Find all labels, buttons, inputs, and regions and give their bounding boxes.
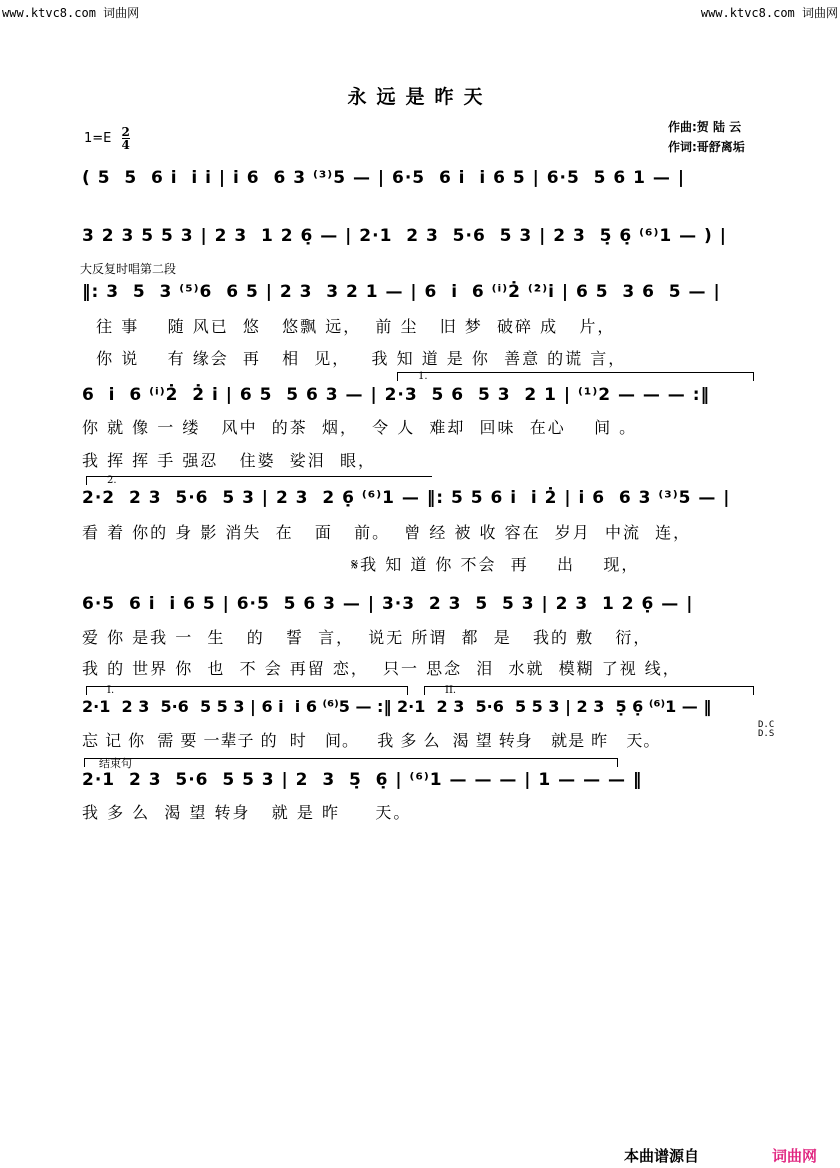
composer-credit: 作曲:贺 陆 云 [668, 120, 742, 134]
score-line-3: ‖: 3 5 3 ⁽⁵⁾6 6 5 | 2 3 3 2 1 — | 6 i 6 ⁽ⁱ⁾2̇ ⁽²̇⁾i | 6 5 3 6 5 — | [82, 282, 721, 302]
score-line-1: ( 5 5 6 i i i | i 6 6 3 ⁽³⁾5 — | 6·5 6 i i 6 5 | 6·5 5 6 1 — | [82, 168, 686, 188]
lyrics-line-6-verse-2: 我 的 世界 你 也 不 会 再留 恋， 只一 思念 泪 水就 模糊 了视 线， [82, 659, 681, 678]
score-line-2: 3 2 3 5 5 3 | 2 3 1 2 6̣ — | 2·1 2 3 5·6 5 3 | 2 3 5̣ 6̣ ⁽⁶⁾1 — ) | [82, 226, 727, 246]
lyrics-line-7: 忘 记 你 需 要 一辈子 的 时 间。 我 多 么 渴 望 转身 就是 昨 天。 [82, 731, 661, 750]
volta-bracket-II: II. [424, 686, 754, 695]
score-line-6: 6·5 6 i i 6 5 | 6·5 5 6 3 — | 3·3 2 3 5 5 3 | 2 3 1 2 6̣ — | [82, 594, 694, 614]
score-line-5: 2·2 2 3 5·6 5 3 | 2 3 2 6̣ ⁽⁶⁾1 — ‖: 5 5 6 i i 2̇ | i 6 6 3 ⁽³⁾5 — | [82, 488, 731, 508]
lyrics-line-3-verse-2: 你 说 有 缘会 再 相 见， 我 知 道 是 你 善意 的谎 言， [82, 349, 627, 368]
lyrics-line-5-verse-1: 看 着 你的 身 影 消失 在 面 前。 曾 经 被 收 容在 岁月 中流 连， [82, 523, 692, 542]
repeat-instruction: 大反复时唱第二段 [80, 262, 177, 276]
watermark-right: www.ktvc8.com 词曲网 [700, 6, 838, 20]
score-line-7: 2·1 2 3 5·6 5 5 3 | 6 i i 6 ⁽⁶⁾5 — :‖ 2·1 2 3 5·6 5 5 3 | 2 3 5̣ 6̣ ⁽⁶⁾1 — ‖ [82, 697, 712, 716]
lyrics-line-8: 我 多 么 渴 望 转身 就 是 昨 天。 [82, 803, 412, 822]
lyricist-credit: 作词:哥舒离垢 [668, 140, 745, 154]
score-line-4: 6 i 6 ⁽ⁱ⁾2̇ 2̇ i | 6 5 5 6 3 — | 2·3 5 6 5 3 2 1 | ⁽¹⁾2 — — — :‖ [82, 385, 711, 405]
volta-bracket-I: I. [86, 686, 408, 695]
lyrics-line-4-verse-1: 你 就 像 一 缕 风中 的茶 烟， 令 人 难却 回味 在心 间 。 [82, 418, 638, 437]
site-name-link[interactable]: 词曲网 [772, 1147, 818, 1165]
time-signature-top: 2 [121, 125, 130, 139]
watermark-left: www.ktvc8.com 词曲网 [2, 6, 140, 20]
time-signature-bottom: 4 [121, 138, 130, 152]
score-line-8: 2·1 2 3 5·6 5 5 3 | 2 3 5̣ 6̣ | ⁽⁶⁾1 — — — | 1 — — — ‖ [82, 770, 643, 790]
song-title: 永远是昨天 [347, 86, 493, 108]
ending-bracket: 结束句 [84, 758, 618, 767]
time-signature [122, 126, 130, 151]
lyrics-line-3-verse-1: 往 事 随 风已 悠 悠飘 远， 前 尘 旧 梦 破碎 成 片， [82, 317, 616, 336]
source-label: 本曲谱源自 [624, 1147, 700, 1165]
key-signature [84, 126, 130, 151]
key-label: 1=E [84, 131, 112, 146]
dc-ds-marking: D.C D.S [758, 720, 775, 739]
lyrics-line-5-verse-2: 𝄋我 知 道 你 不会 再 出 现， [82, 555, 640, 574]
volta-bracket-1: 1. [397, 372, 754, 381]
lyrics-line-6-verse-1: 爱 你 是我 一 生 的 誓 言， 说无 所谓 都 是 我的 敷 衍， [82, 628, 652, 647]
lyrics-line-4-verse-2: 我 挥 挥 手 强忍 住婆 娑泪 眼， [82, 451, 376, 470]
volta-bracket-2: 2. [86, 476, 432, 485]
